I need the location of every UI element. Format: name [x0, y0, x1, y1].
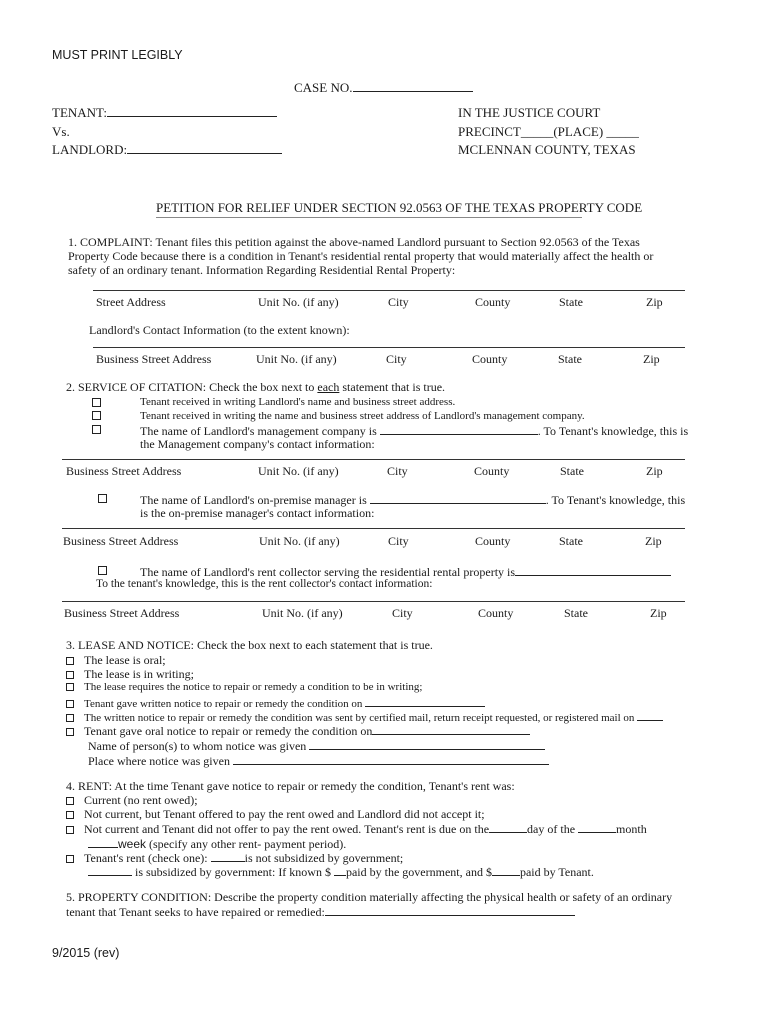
s2-opt2-label: Tenant received in writing the name and business street address of Landlord's management company. [140, 410, 585, 422]
s5-line2-text: tenant that Tenant seeks to have repaired or remedied: [66, 905, 325, 919]
city-label: City [388, 534, 409, 548]
s2-opt3-text-end: . To Tenant's knowledge, this is [537, 424, 689, 438]
landlord-field [52, 142, 282, 157]
rent-period-input[interactable] [88, 836, 118, 848]
onpremise-manager-input[interactable] [370, 492, 546, 504]
s3-place [88, 753, 549, 768]
oral-lease-checkbox[interactable] [66, 657, 74, 665]
manager-address-line[interactable] [62, 528, 685, 529]
street-label: Business Street Address [66, 464, 182, 478]
s3-item-text: Tenant gave written notice to repair or remedy the condition on [84, 698, 366, 710]
case-no-input[interactable] [353, 80, 473, 92]
tenant-label: TENANT: [52, 105, 107, 120]
s3-item-text: Tenant gave oral notice to repair or remedy the condition on [84, 724, 373, 738]
s2-opt3-contact: the Management company's contact information: [140, 437, 375, 451]
s4-heading: 4. RENT: At the time Tenant gave notice to repair or remedy the condition, Tenant's rent was: [66, 779, 515, 793]
notice-persons-input[interactable] [309, 738, 545, 750]
county-label: County [472, 352, 508, 366]
city-label: City [387, 464, 408, 478]
s2-heading-text: 2. SERVICE OF CITATION: Check the box next to [66, 380, 318, 394]
s2-opt5-checkbox[interactable] [98, 566, 107, 575]
s3-item-text: The lease is in writing; [84, 667, 194, 681]
county-label: MCLENNAN COUNTY, TEXAS [458, 142, 636, 157]
s3-heading: 3. LEASE AND NOTICE: Check the box next to each statement that is true. [66, 638, 433, 652]
state-label: State [558, 352, 582, 366]
county-label: County [478, 606, 514, 620]
rent-offered-checkbox[interactable] [66, 811, 74, 819]
s5-line2 [66, 904, 575, 919]
requires-writing-checkbox[interactable] [66, 683, 74, 691]
written-notice-date-input[interactable] [365, 695, 485, 707]
subsidized-input[interactable] [88, 864, 132, 876]
oral-notice-date-input[interactable] [372, 723, 530, 735]
s2-opt3-label [140, 423, 688, 438]
s2-opt1-label: Tenant received in writing Landlord's name and business street address. [140, 396, 456, 408]
s2-opt5-text: The name of Landlord's rent collector serving the residential rental property is [140, 565, 516, 579]
property-condition-input[interactable] [325, 904, 575, 916]
certified-mail-date-input[interactable] [637, 709, 663, 721]
s2-heading-end: statement that is true. [339, 380, 446, 394]
rent-due-day-input[interactable] [489, 821, 527, 833]
tenant-amount-input[interactable] [492, 864, 520, 876]
gov-amount-input[interactable] [334, 864, 346, 876]
s4-not-subsidized-text: is not subsidized by government; [244, 851, 404, 865]
state-label: State [560, 464, 584, 478]
s3-item-text: The written notice to repair or remedy the condition was sent by certified mail, return receipt requested, or registered mail on [84, 712, 638, 724]
zip-label: Zip [646, 295, 663, 309]
s3-item-writing [66, 667, 194, 681]
s1-line2: Property Code because there is a condition in Tenant's residential rental property that would materially affect the health or [68, 249, 654, 263]
s3-item-text: The lease requires the notice to repair or remedy a condition to be in writing; [84, 681, 423, 693]
precinct-field[interactable]: PRECINCT_____(PLACE) _____ [458, 124, 639, 139]
s3-persons [88, 738, 545, 753]
county-label: County [475, 295, 511, 309]
page-title: PETITION FOR RELIEF UNDER SECTION 92.0563 OF THE TEXAS PROPERTY CODE [156, 200, 643, 215]
city-label: City [388, 295, 409, 309]
s3-item-oral-notice [66, 723, 530, 738]
s2-opt4-label [140, 492, 685, 507]
s4-gov-paid-text: paid by the government, and $ [345, 865, 492, 879]
s4-day-of-label: day of the [527, 822, 579, 836]
written-notice-checkbox[interactable] [66, 700, 74, 708]
city-label: City [392, 606, 413, 620]
court-label: IN THE JUSTICE COURT [458, 105, 601, 120]
landlord-address-line[interactable] [93, 347, 685, 348]
unit-label: Unit No. (if any) [258, 295, 339, 309]
title-underline [156, 217, 582, 218]
state-label: State [559, 295, 583, 309]
s4-subsidy-label: Tenant's rent (check one): [84, 851, 211, 865]
s1-line3: safety of an ordinary tenant. Information Regarding Residential Rental Property: [68, 263, 456, 277]
landlord-label: LANDLORD: [52, 142, 128, 157]
zip-label: Zip [650, 606, 667, 620]
case-number-field [294, 80, 473, 95]
s3-place-label: Place where notice was given [88, 754, 233, 768]
street-label: Business Street Address [64, 606, 180, 620]
street-label: Street Address [96, 295, 166, 309]
s2-opt3-text: The name of Landlord's management company is [140, 424, 380, 438]
s4-month-label: month [616, 822, 647, 836]
s2-opt4-text: The name of Landlord's on-premise manager is [140, 493, 370, 507]
s5-line1: 5. PROPERTY CONDITION: Describe the property condition materially affecting the physical health or safety of an ordinary [66, 890, 673, 904]
oral-notice-checkbox[interactable] [66, 728, 74, 736]
notice-place-input[interactable] [233, 753, 549, 765]
s2-heading-each: each [317, 380, 340, 394]
s4-subsidized-text: is subsidized by government: If known $ [132, 865, 334, 879]
landlord-contact-label: Landlord's Contact Information (to the extent known): [89, 323, 350, 337]
unit-label: Unit No. (if any) [262, 606, 343, 620]
s3-item-requires-writing [66, 681, 422, 694]
case-no-label: CASE NO. [294, 80, 353, 95]
state-label: State [564, 606, 588, 620]
management-address-line[interactable] [62, 459, 685, 460]
tenant-input[interactable] [107, 105, 277, 117]
vs-label: Vs. [52, 124, 70, 139]
zip-label: Zip [643, 352, 660, 366]
landlord-input[interactable] [127, 142, 282, 154]
s4-item-subsidy [66, 850, 403, 865]
s2-opt4-text-end: . To Tenant's knowledge, this [545, 493, 686, 507]
county-label: County [475, 534, 511, 548]
written-lease-checkbox[interactable] [66, 671, 74, 679]
s4-item-current [66, 793, 198, 807]
s2-opt5-contact: To the tenant's knowledge, this is the rent collector's contact information: [96, 578, 433, 590]
s4-period-text: (specify any other rent- payment period). [146, 837, 347, 851]
must-print-notice: MUST PRINT LEGIBLY [52, 48, 183, 62]
s4-week-label: week [118, 837, 147, 851]
s4-tenant-paid-text: paid by Tenant. [519, 865, 594, 879]
street-label: Business Street Address [63, 534, 179, 548]
rent-collector-input[interactable] [515, 564, 671, 576]
s1-line1: 1. COMPLAINT: Tenant files this petition against the above-named Landlord pursuant to Section 92.0563 of the Texas [68, 235, 640, 249]
rent-not-subsidized-checkbox[interactable] [66, 855, 74, 863]
collector-address-line[interactable] [62, 601, 685, 602]
property-address-line[interactable] [93, 290, 685, 291]
unit-label: Unit No. (if any) [259, 534, 340, 548]
s2-opt4-contact: is the on-premise manager's contact information: [140, 506, 375, 520]
s4-item-text: Not current and Tenant did not offer to pay the rent owed. Tenant's rent is due on the [84, 822, 490, 836]
state-label: State [559, 534, 583, 548]
s2-heading [66, 380, 445, 394]
zip-label: Zip [645, 534, 662, 548]
s3-persons-label: Name of person(s) to whom notice was given [88, 739, 310, 753]
s2-opt2-checkbox[interactable] [92, 411, 101, 420]
s3-item-oral [66, 653, 166, 667]
rent-current-checkbox[interactable] [66, 797, 74, 805]
county-label: County [474, 464, 510, 478]
street-label: Business Street Address [96, 352, 212, 366]
s4-item-text: Current (no rent owed); [84, 793, 198, 807]
certified-mail-checkbox[interactable] [66, 714, 74, 722]
s4-period-line [88, 836, 346, 851]
unit-label: Unit No. (if any) [258, 464, 339, 478]
not-subsidized-input[interactable] [211, 850, 245, 862]
tenant-field [52, 105, 277, 120]
management-company-input[interactable] [380, 423, 538, 435]
unit-label: Unit No. (if any) [256, 352, 337, 366]
rent-due-period-input[interactable] [578, 821, 616, 833]
s3-item-text: The lease is oral; [84, 653, 166, 667]
s2-opt3-checkbox[interactable] [92, 425, 101, 434]
city-label: City [386, 352, 407, 366]
s4-item-subsidized [88, 864, 594, 879]
s4-item-not-offered [66, 821, 647, 836]
s4-item-offered [66, 807, 485, 821]
s2-opt5-label [140, 564, 671, 579]
rent-not-offered-checkbox[interactable] [66, 826, 74, 834]
zip-label: Zip [646, 464, 663, 478]
s2-opt1-checkbox[interactable] [92, 398, 101, 407]
revision-label: 9/2015 (rev) [52, 946, 120, 960]
s4-item-text: Not current, but Tenant offered to pay the rent owed and Landlord did not accept it; [84, 807, 485, 821]
s2-opt4-checkbox[interactable] [98, 494, 107, 503]
